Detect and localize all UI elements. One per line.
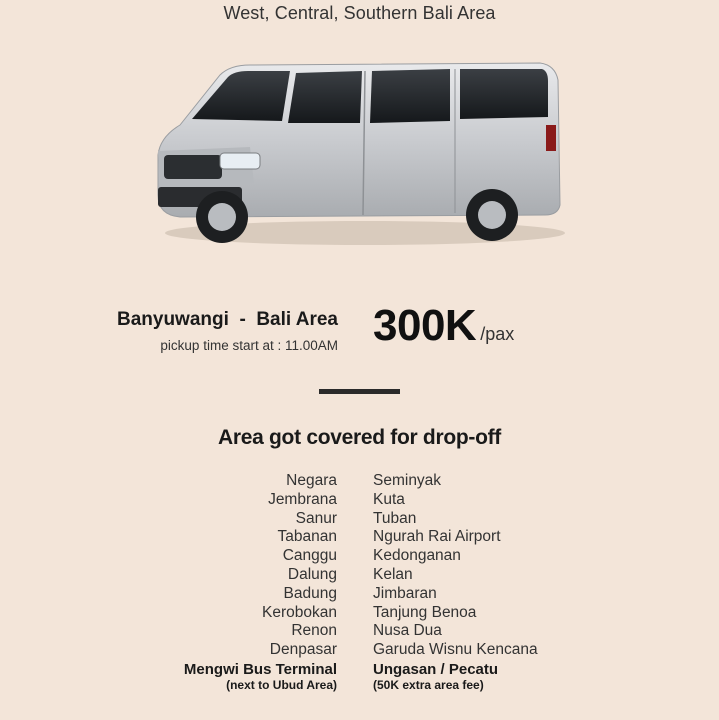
- area-item: Negara: [286, 472, 337, 489]
- area-special-name: Mengwi Bus Terminal: [183, 660, 337, 678]
- area-item: Jimbaran: [373, 584, 437, 602]
- van-image: [150, 55, 570, 255]
- area-item: Ngurah Rai Airport: [373, 528, 501, 546]
- coverage-right-column: [373, 472, 538, 692]
- area-item: Tuban: [373, 509, 417, 527]
- area-item: Kerobokan: [262, 603, 337, 621]
- area-item: Canggu: [282, 547, 337, 565]
- area-item: Denpasar: [269, 641, 337, 659]
- area-item: Dalung: [287, 565, 337, 583]
- price-unit: /pax: [480, 324, 515, 344]
- divider: [319, 389, 400, 394]
- area-item: Badung: [283, 584, 337, 602]
- area-item: Kedonganan: [373, 547, 461, 565]
- price-value: 300K: [373, 301, 477, 350]
- price: [373, 301, 514, 351]
- pickup-time: pickup time start at : 11.00AM: [160, 338, 338, 353]
- area-special-name: Ungasan / Pecatu: [373, 660, 499, 678]
- area-item: Kuta: [373, 490, 405, 508]
- area-item: Tabanan: [277, 528, 337, 546]
- area-item: Renon: [291, 622, 337, 640]
- area-item: Jembrana: [268, 490, 337, 508]
- area-item: Seminyak: [373, 472, 442, 489]
- area-item: Kelan: [373, 565, 413, 583]
- area-item: Tanjung Benoa: [373, 603, 477, 621]
- area-item: Garuda Wisnu Kencana: [373, 641, 538, 659]
- coverage-title: Area got covered for drop-off: [218, 426, 501, 449]
- route-title: Banyuwangi - Bali Area: [116, 309, 338, 330]
- coverage-left-column: [184, 472, 337, 692]
- area-item: Nusa Dua: [373, 622, 442, 640]
- area-item: Sanur: [295, 509, 337, 527]
- area-special-note: (next to Ubud Area): [226, 677, 337, 692]
- header-subtitle: West, Central, Southern Bali Area: [223, 3, 496, 23]
- area-special-note: (50K extra area fee): [373, 677, 484, 692]
